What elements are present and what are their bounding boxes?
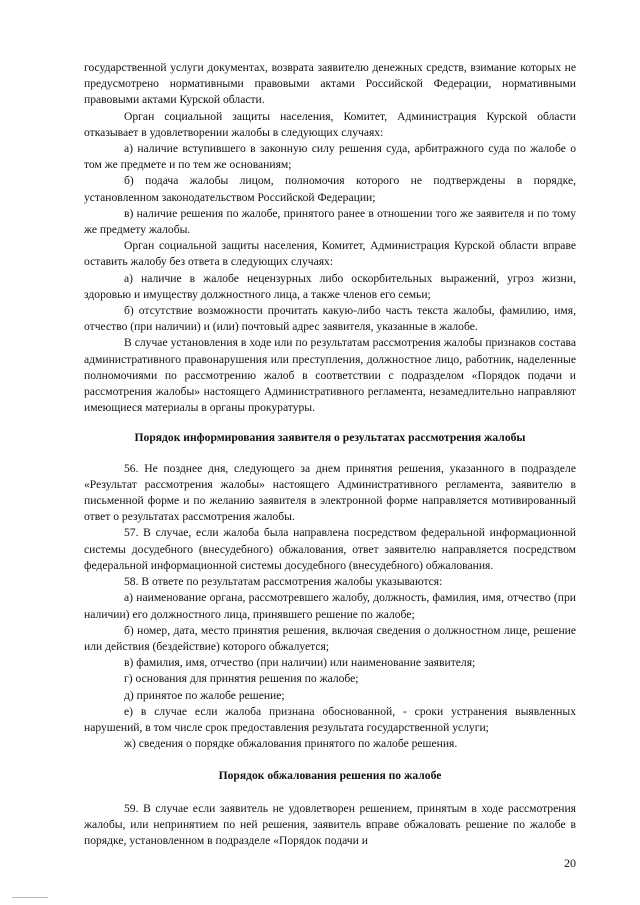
paragraph: 58. В ответе по результатам рассмотрения жалобы указываются: — [124, 575, 443, 589]
paragraph: 56. Не позднее дня, следующего за днем принятия решения, указанного в подразделе «Результат рассмотрения жалобы» настоящего Административного регламента, заявителю в письменной форме и по желанию заявителя в электронной форме направляется мотивированный ответ о результатах рассмотрения жалобы. — [84, 461, 576, 524]
list-item: б) отсутствие возможности прочитать какую-либо часть текста жалобы, фамилию, имя, отчество (при наличии) и (или) почтовый адрес заявителя, указанные в жалобе. — [84, 304, 576, 334]
paragraph: В случае установления в ходе или по результатам рассмотрения жалобы признаков состава административного правонарушения или преступления, должностное лицо, работник, наделенные полномочиями по рассмотрению жалоб в соответствии с подразделом «Порядок подачи и рассмотрения жалобы» настоящего Административного регламента, незамедлительно направляют имеющиеся материалы в органы прокуратуры. — [84, 336, 576, 415]
list-item: а) наименование органа, рассмотревшего жалобу, должность, фамилия, имя, отчество (при наличии) его должностного лица, принявшего решение по жалобе; — [84, 591, 576, 621]
paragraph: 59. В случае если заявитель не удовлетворен решением, принятым в ходе рассмотрения жалобы, или непринятием по ней решения, заявитель вправе обжаловать решение по жалобе в порядке, установленном в подразделе «Порядок подачи и — [84, 801, 576, 847]
document-body — [84, 60, 576, 849]
section-heading: Порядок обжалования решения по жалобе — [218, 769, 442, 783]
paragraph: государственной услуги документах, возврата заявителю денежных средств, взимание которых не предусмотрено нормативными правовыми актами Российской Федерации, нормативными правовыми актами Курской области. — [84, 61, 576, 107]
list-item: б) номер, дата, место принятия решения, включая сведения о должностном лице, решение или действия (бездействие) которого обжалуется; — [84, 623, 576, 653]
scan-mark — [12, 897, 48, 898]
list-item: в) фамилия, имя, отчество (при наличии) или наименование заявителя; — [124, 656, 476, 670]
page-number: 20 — [564, 856, 576, 870]
list-item: а) наличие в жалобе нецензурных либо оскорбительных выражений, угроз жизни, здоровью и имуществу должностного лица, а также членов его семьи; — [84, 271, 576, 301]
list-item: в) наличие решения по жалобе, принятого ранее в отношении того же заявителя и по тому же предмету жалобы. — [84, 206, 576, 237]
list-item: д) принятое по жалобе решение; — [124, 688, 285, 702]
list-item: б) подача жалобы лицом, полномочия которого не подтверждены в порядке, установленном законодательством Российской Федерации; — [84, 174, 576, 204]
paragraph: Орган социальной защиты населения, Комитет, Администрация Курской области вправе оставить жалобу без ответа в следующих случаях: — [84, 239, 576, 269]
section-heading: Порядок информирования заявителя о результатах рассмотрения жалобы — [134, 431, 526, 445]
list-item: е) в случае если жалоба признана обоснованной, - сроки устранения выявленных нарушений, в том числе срок предоставления результата государственной услуги; — [84, 704, 576, 734]
paragraph: 57. В случае, если жалоба была направлена посредством федеральной информационной системы досудебного (внесудебного) обжалования, ответ заявителю направляется посредством федеральной информационной системы досудебного (внесудебного) обжалования. — [84, 526, 576, 572]
list-item: а) наличие вступившего в законную силу решения суда, арбитражного суда по жалобе о том же предмете и по тем же основаниям; — [84, 142, 576, 172]
paragraph: Орган социальной защиты населения, Комитет, Администрация Курской области отказывает в удовлетворении жалобы в следующих случаях: — [84, 109, 576, 139]
list-item: ж) сведения о порядке обжалования принятого по жалобе решения. — [124, 737, 458, 751]
list-item: г) основания для принятия решения по жалобе; — [124, 672, 359, 686]
